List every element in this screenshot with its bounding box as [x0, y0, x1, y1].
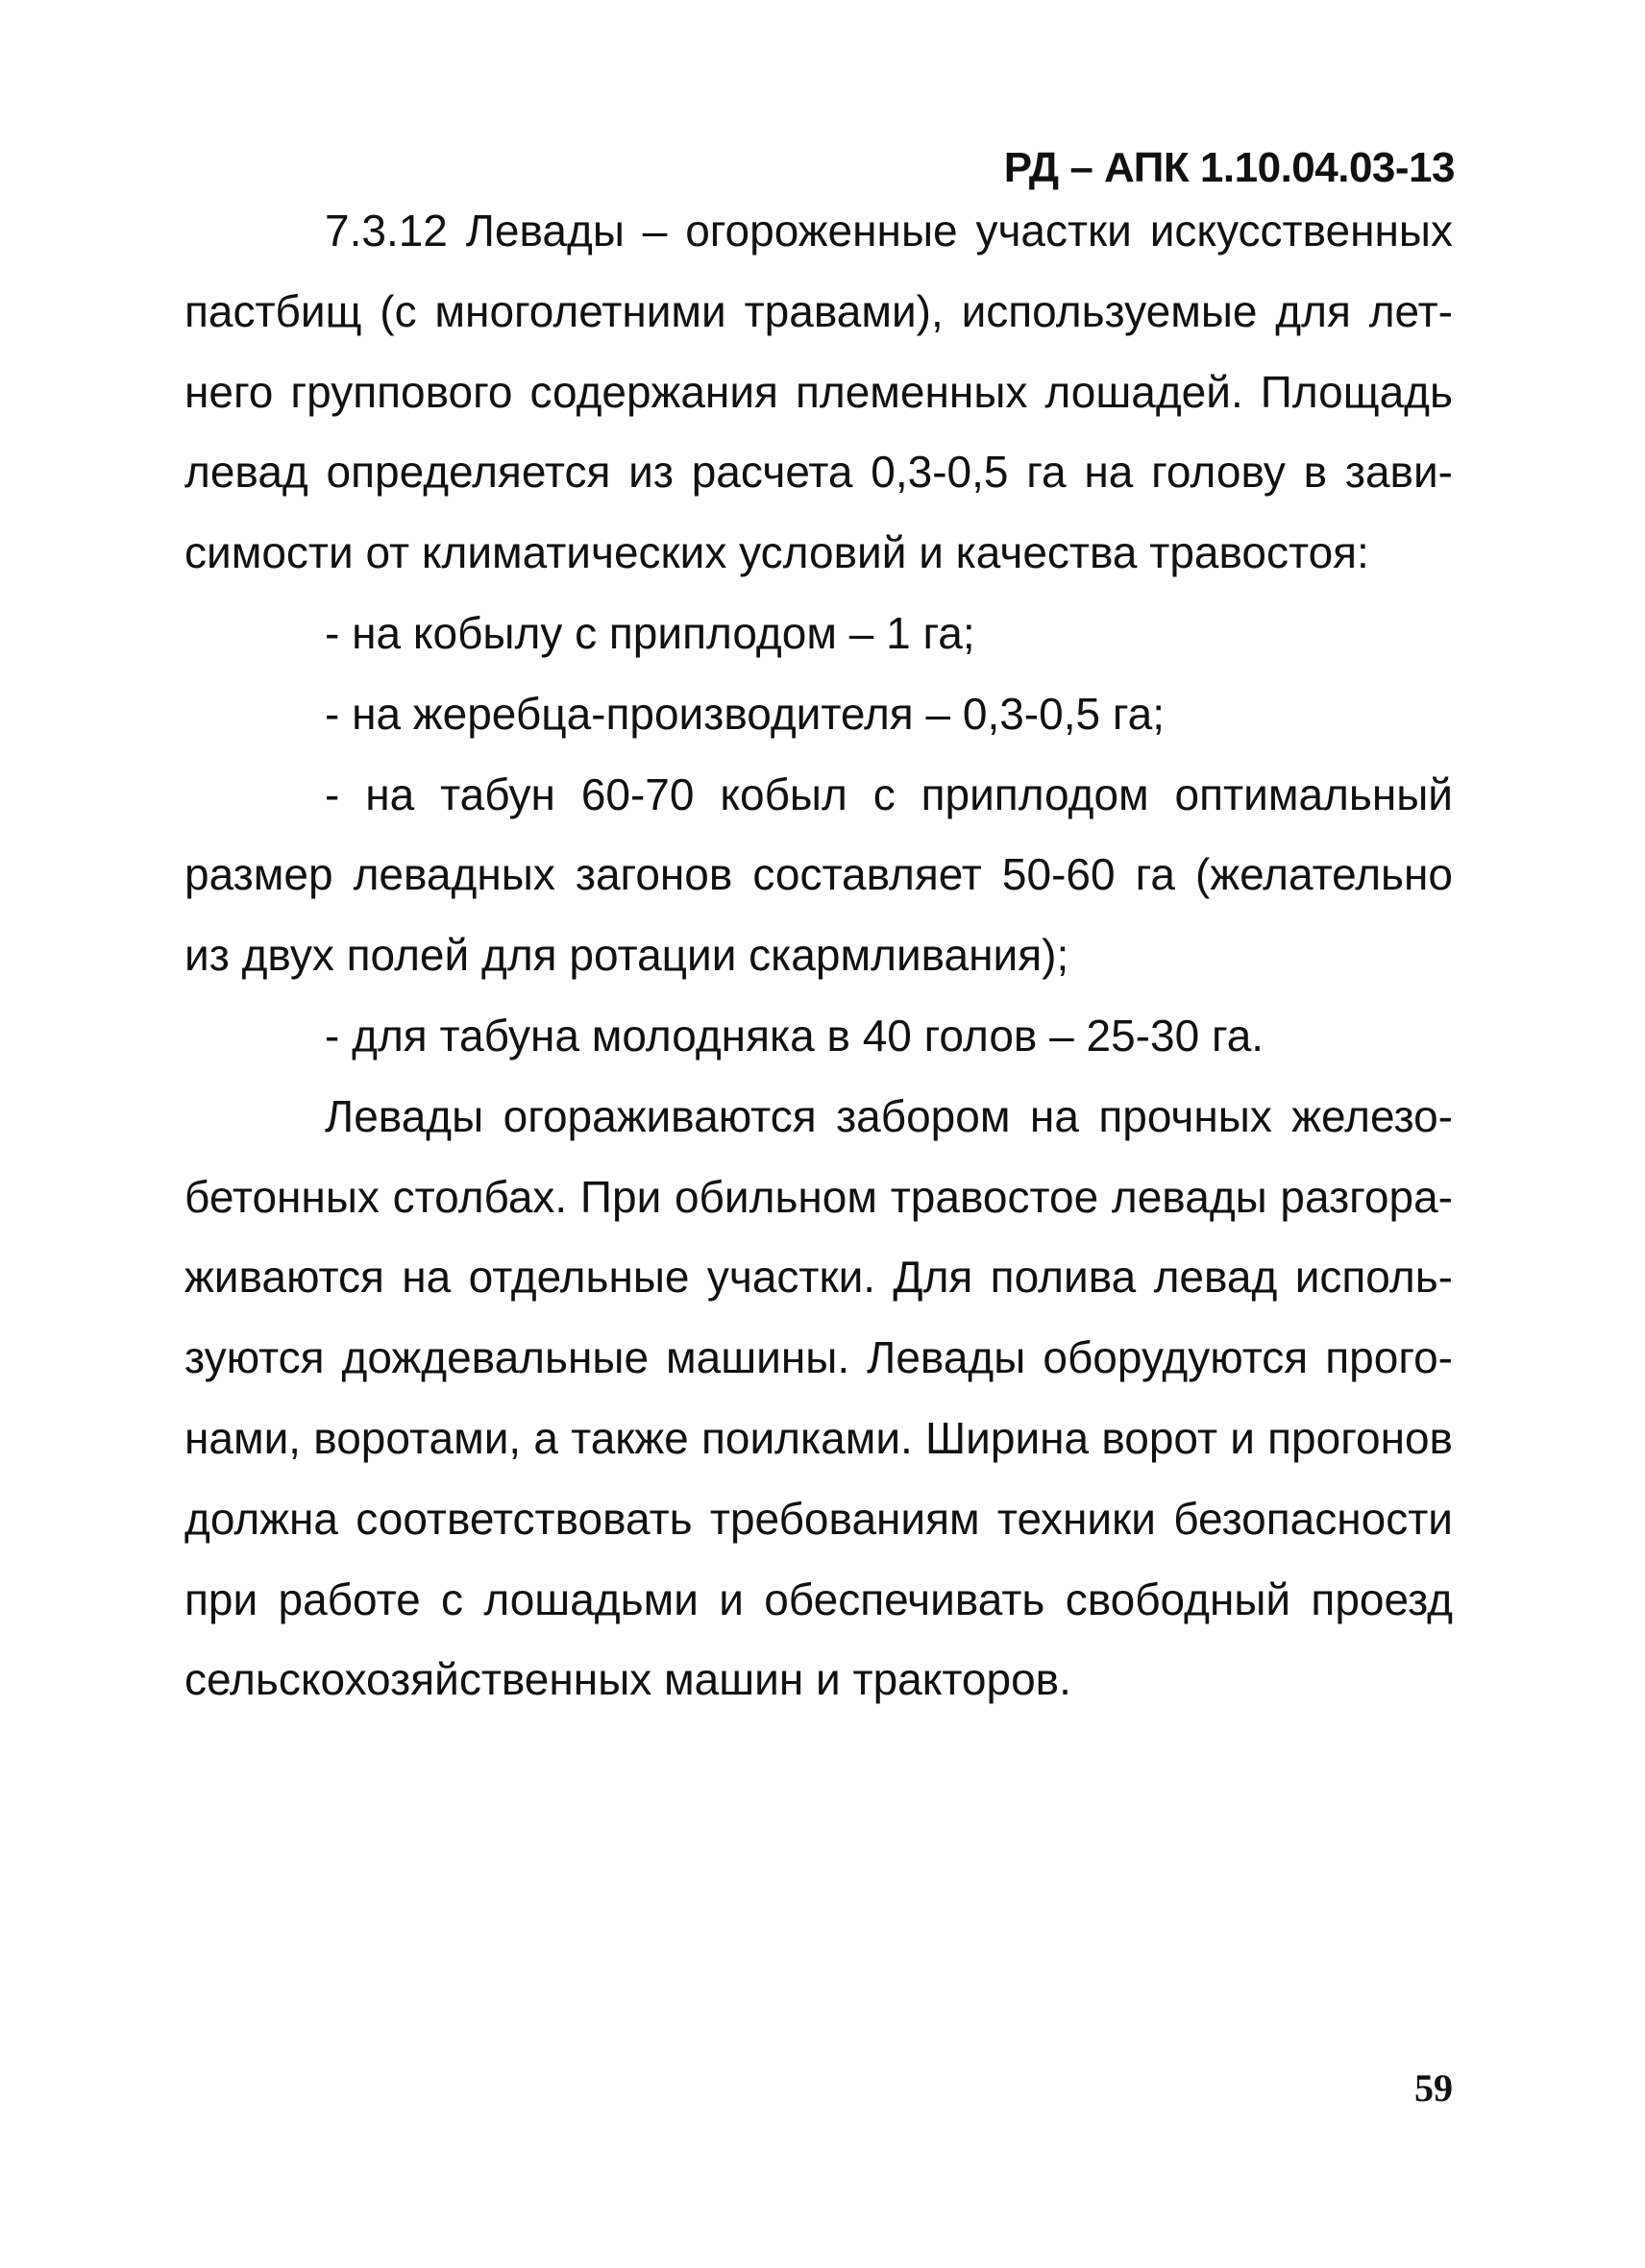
- text-line: пастбищ (с многолетними травами), используемые для лет-: [184, 285, 1453, 336]
- text-line: левад определяется из расчета 0,3-0,5 га на голову в зави-: [184, 447, 1453, 498]
- text-line: - на табун 60-70 кобыл с приплодом оптимальный: [325, 768, 1453, 819]
- text-line: нами, воротами, а также поилками. Ширина ворот и прогонов: [184, 1413, 1453, 1463]
- text-line: при работе с лошадьми и обеспечивать свободный проезд: [184, 1573, 1453, 1624]
- text-line: размер левадных загонов составляет 50-60 га (желательно: [184, 849, 1453, 900]
- text-line: из двух полей для ротации скармливания);: [184, 930, 1069, 981]
- text-line: бетонных столбах. При обильном травостое левады разгора-: [184, 1171, 1453, 1222]
- text-line: 7.3.12 Левады – огороженные участки искусственных: [325, 206, 1453, 256]
- text-line: должна соответствовать требованиям техники безопасности: [184, 1493, 1453, 1544]
- text-line: - на жеребца-производителя – 0,3-0,5 га;: [325, 688, 1165, 739]
- text-line: живаются на отдельные участки. Для полива левад исполь-: [184, 1252, 1453, 1303]
- text-line: - на кобылу с приплодом – 1 га;: [325, 608, 975, 658]
- page-number: 59: [1414, 2066, 1453, 2109]
- text-line: сельскохозяйственных машин и тракторов.: [184, 1654, 1071, 1705]
- text-line: - для табуна молодняка в 40 голов – 25-30 га.: [325, 1011, 1264, 1061]
- text-line: зуются дождевальные машины. Левады оборудуются прого-: [184, 1332, 1453, 1383]
- text-line: него группового содержания племенных лошадей. Площадь: [184, 366, 1453, 417]
- text-line: симости от климатических условий и качества травостоя:: [184, 527, 1369, 578]
- text-line: Левады огораживаются забором на прочных железо-: [325, 1090, 1453, 1141]
- document-code-header: РД – АПК 1.10.04.03-13: [1003, 144, 1455, 191]
